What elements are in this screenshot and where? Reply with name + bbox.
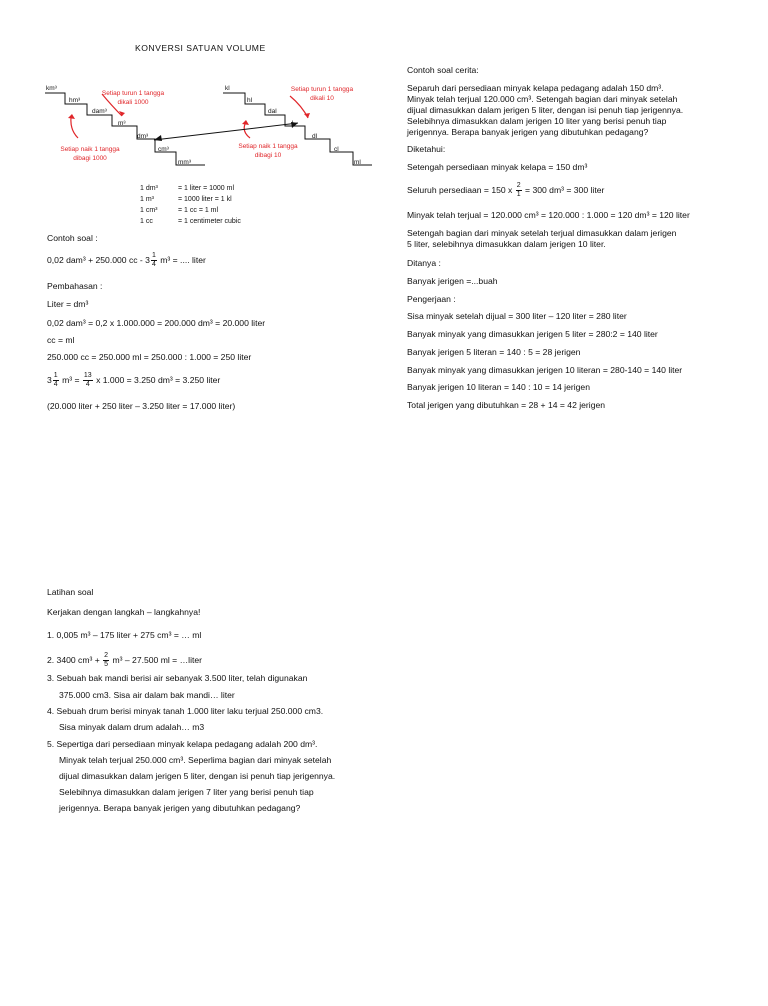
- work-line-6: Total jerigen yang dibutuhkan = 28 + 14 = 42 jerigen: [407, 400, 606, 410]
- exercise-q5-line-1: 5. Sepertiga dari persediaan minyak kelapa pedagang adalah 200 dm³.: [47, 739, 318, 749]
- story-line-2: Minyak telah terjual 120.000 cm³. Setengah bagian dari minyak setelah: [407, 94, 678, 104]
- known-line-2: Seluruh persediaan = 150 x $\frac{2}{1}$ = 300 dm³ = 300 liter: [407, 182, 605, 198]
- left-up-note-2: dibagi 1000: [73, 155, 107, 162]
- step-dal: dal: [268, 108, 277, 115]
- story-line-3: dijual dimasukkan dalam jerigen 5 liter, dengan isi penuh tiap jerigennya.: [407, 105, 684, 115]
- equiv-right-3: = 1 cc = 1 ml: [178, 207, 219, 214]
- step-km3: km³: [46, 85, 57, 92]
- discussion-line-4: 250.000 cc = 250.000 ml = 250.000 : 1.000 = 250 liter: [47, 352, 252, 362]
- exercise-q5-line-4: Selebihnya dimasukkan dalam jerigen 7 liter yang berisi penuh tiap: [59, 787, 314, 797]
- work-line-4: Banyak minyak yang dimasukkan jerigen 10 literan = 280-140 = 140 liter: [407, 365, 683, 375]
- step-dl: dl: [312, 133, 318, 140]
- volume-conversion-diagram: [40, 78, 380, 178]
- exercise-q3-line-2: 375.000 cm3. Sisa air dalam bak mandi… liter: [59, 690, 235, 700]
- equiv-left-4: 1 cc: [140, 218, 153, 225]
- discussion-heading: Pembahasan :: [47, 281, 103, 291]
- exercise-instruction: Kerjakan dengan langkah – langkahnya!: [47, 607, 201, 617]
- story-line-5: jerigennya. Berapa banyak jerigen yang dibutuhkan pedagang?: [407, 127, 649, 137]
- work-line-2: Banyak minyak yang dimasukkan jerigen 5 liter = 280:2 = 140 liter: [407, 329, 658, 339]
- discussion-line-3: cc = ml: [47, 335, 75, 345]
- exercise-heading: Latihan soal: [47, 587, 94, 597]
- left-down-note-2: dikali 1000: [117, 99, 149, 106]
- work-line-5: Banyak jerigen 10 literan = 140 : 10 = 14 jerigen: [407, 382, 590, 392]
- exercise-q4-line-1: 4. Sebuah drum berisi minyak tanah 1.000 liter laku terjual 250.000 cm3.: [47, 706, 324, 716]
- exercise-q1: 1. 0,005 m³ – 175 liter + 275 cm³ = … ml: [47, 630, 202, 640]
- right-down-note-1: Setiap turun 1 tangga: [290, 86, 354, 93]
- step-ml: ml: [354, 159, 361, 166]
- right-down-note-2: dikali 10: [310, 95, 334, 102]
- known-line-1: Setengah persediaan minyak kelapa = 150 dm³: [407, 162, 588, 172]
- left-down-note-1: Setiap turun 1 tangga: [101, 90, 165, 97]
- known-line-3: Minyak telah terjual = 120.000 cm³ = 120.000 : 1.000 = 120 dm³ = 120 liter: [407, 210, 690, 220]
- discussion-line-2: 0,02 dam³ = 0,2 x 1.000.000 = 200.000 dm³ = 20.000 liter: [47, 318, 266, 328]
- known-heading: Diketahui:: [407, 144, 446, 154]
- exercise-q5-line-3: dijual dimasukkan dalam jerigen 5 liter, dengan isi penuh tiap jerigennya.: [59, 771, 336, 781]
- example-question: 0,02 dam³ + 250.000 cc - 3 $\frac{1}{4}$ m³ = .... liter: [47, 252, 206, 268]
- known-line-4b: 5 liter, selebihnya dimasukkan dalam jerigen 10 liter.: [407, 239, 606, 249]
- discussion-line-6: (20.000 liter + 250 liter – 3.250 liter = 17.000 liter): [47, 401, 236, 411]
- step-cm3: cm³: [158, 146, 169, 153]
- step-hl: hl: [247, 97, 253, 104]
- work-heading: Pengerjaan :: [407, 294, 456, 304]
- left-up-note-1: Setiap naik 1 tangga: [60, 146, 120, 153]
- asked-line-1: Banyak jerigen =...buah: [407, 276, 498, 286]
- asked-heading: Ditanya :: [407, 258, 441, 268]
- step-dam3: dam³: [92, 108, 107, 115]
- discussion-line-1: Liter = dm³: [47, 299, 89, 309]
- page-title: KONVERSI SATUAN VOLUME: [135, 43, 266, 53]
- equiv-right-2: = 1000 liter = 1 kl: [178, 196, 232, 203]
- equiv-right-1: = 1 liter = 1000 ml: [178, 185, 235, 192]
- exercise-q4-line-2: Sisa minyak dalam drum adalah… m3: [59, 722, 205, 732]
- discussion-line-5: 3 $\frac{1}{4}$ m³ = $\frac{13}{4}$ x 1.000 = 3.250 dm³ = 3.250 liter: [47, 372, 221, 388]
- story-heading: Contoh soal cerita:: [407, 65, 479, 75]
- example-heading: Contoh soal :: [47, 233, 98, 243]
- step-dm3: dm³: [137, 133, 149, 140]
- right-up-note-1: Setiap naik 1 tangga: [238, 143, 298, 150]
- step-m3: m³: [118, 120, 126, 127]
- story-line-1: Separuh dari persediaan minyak kelapa pedagang adalah 150 dm³.: [407, 83, 664, 93]
- exercise-q3-line-1: 3. Sebuah bak mandi berisi air sebanyak 3.500 liter, telah digunakan: [47, 673, 308, 683]
- work-line-3: Banyak jerigen 5 literan = 140 : 5 = 28 jerigen: [407, 347, 581, 357]
- story-line-4: Selebihnya dimasukkan dalam jerigen 10 liter yang berisi penuh tiap: [407, 116, 667, 126]
- known-line-4a: Setengah bagian dari minyak setelah terjual dimasukkan dalam jerigen: [407, 228, 677, 238]
- equiv-right-4: = 1 centimeter cubic: [178, 218, 241, 225]
- step-hm3: hm³: [69, 97, 81, 104]
- equiv-left-3: 1 cm³: [140, 207, 158, 214]
- step-cl: cl: [334, 146, 339, 153]
- exercise-q2: 2. 3400 cm³ + $\frac{2}{5}$ m³ – 27.500 ml = …liter: [47, 652, 203, 668]
- exercise-q5-line-2: Minyak telah terjual 250.000 cm³. Seperlima bagian dari minyak setelah: [59, 755, 332, 765]
- equiv-left-1: 1 dm³: [140, 185, 158, 192]
- right-up-note-2: dibagi 10: [254, 152, 282, 159]
- step-kl: kl: [225, 85, 230, 92]
- exercise-q5-line-5: jerigennya. Berapa banyak jerigen yang dibutuhkan pedagang?: [59, 803, 301, 813]
- work-line-1: Sisa minyak setelah dijual = 300 liter – 120 liter = 280 liter: [407, 311, 627, 321]
- equiv-left-2: 1 m³: [140, 196, 154, 203]
- step-mm3: mm³: [178, 159, 191, 166]
